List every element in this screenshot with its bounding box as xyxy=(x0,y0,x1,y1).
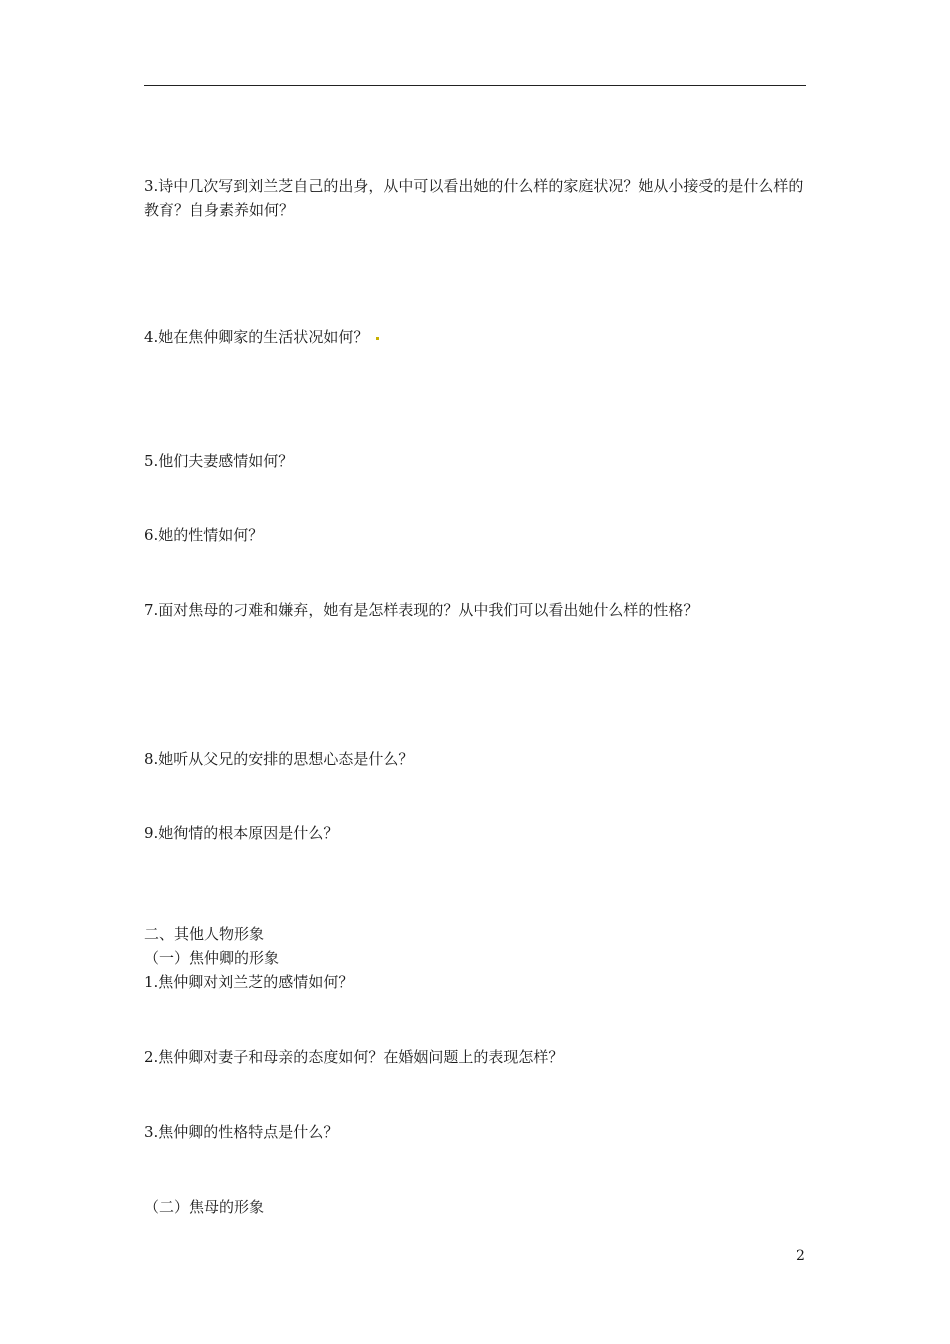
question-3: 3.诗中几次写到刘兰芝自己的出身，从中可以看出她的什么样的家庭状况？她从小接受的是什么样的教育？自身素养如何？ xyxy=(144,177,804,219)
subsection-1-title: （一）焦仲卿的形象 xyxy=(144,949,280,967)
section-2-title: 二、其他人物形象 xyxy=(144,925,265,943)
subsection-2-title: （二）焦母的形象 xyxy=(144,1198,265,1216)
subsection-1-question-1: 1.焦仲卿对刘兰芝的感情如何？ xyxy=(144,973,354,991)
question-5: 5.他们夫妻感情如何？ xyxy=(144,452,294,470)
highlight-mark xyxy=(376,337,379,340)
question-4 xyxy=(144,325,806,349)
question-8: 8.她听从父兄的安排的思想心态是什么？ xyxy=(144,750,414,768)
page-number: 2 xyxy=(796,1248,805,1264)
question-4-text: 4.她在焦仲卿家的生活状况如何？ xyxy=(144,328,369,346)
question-6: 6.她的性情如何？ xyxy=(144,526,264,544)
question-7: 7.面对焦母的刁难和嫌弃，她有是怎样表现的？从中我们可以看出她什么样的性格？ xyxy=(144,601,699,619)
subsection-1-question-3: 3.焦仲卿的性格特点是什么？ xyxy=(144,1123,339,1141)
question-9: 9.她徇情的根本原因是什么？ xyxy=(144,824,339,842)
subsection-1-question-2: 2.焦仲卿对妻子和母亲的态度如何？在婚姻问题上的表现怎样？ xyxy=(144,1048,564,1066)
header-rule xyxy=(144,85,806,86)
